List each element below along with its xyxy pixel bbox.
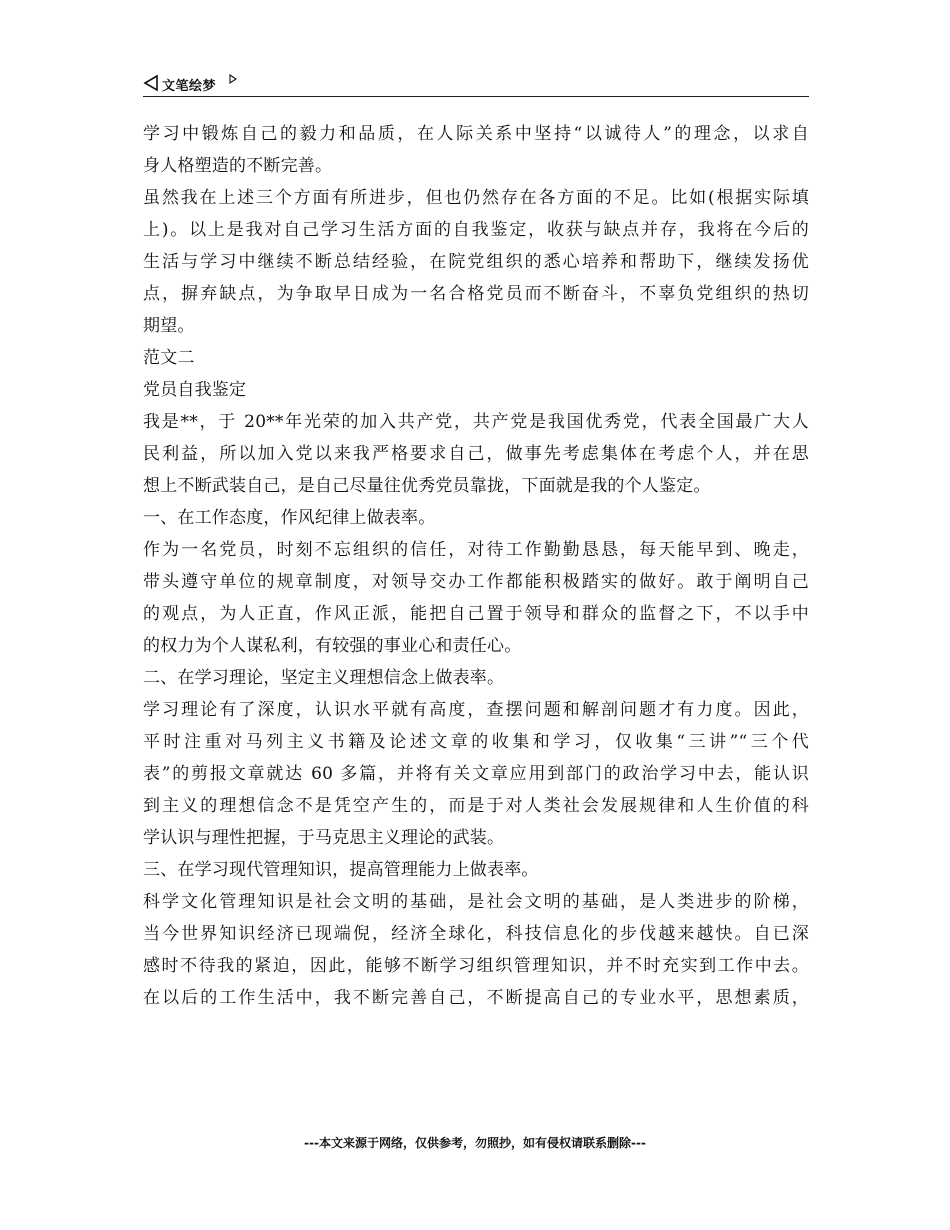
- right-triangle-icon: [229, 74, 237, 84]
- text-line: 想上不断武装自己，是自己尽量往优秀党员靠拢，下面就是我的个人鉴定。: [143, 476, 711, 496]
- text-line: 虽然我在上述三个方面有所进步，但也仍然存在各方面的不足。比如(根据实际填: [143, 188, 809, 208]
- text-line: 二、在学习理论，坚定主义理想信念上做表率。: [143, 668, 505, 688]
- text-line: 带头遵守单位的规章制度，对领导交办工作都能积极踏实的做好。敢于阐明自己: [143, 572, 809, 592]
- text-line: 上)。以上是我对自己学习生活方面的自我鉴定，收获与缺点并存，我将在今后的: [143, 220, 809, 240]
- text-line: 学认识与理性把握，于马克思主义理论的武装。: [143, 828, 505, 848]
- text-line: 在以后的工作生活中，我不断完善自己，不断提高自己的专业水平，思想素质，: [143, 988, 809, 1008]
- text-line: 平时注重对马列主义书籍及论述文章的收集和学习，仅收集“三讲”“三个代: [143, 732, 809, 752]
- header-title: 文笔绘梦: [162, 79, 217, 94]
- text-line: 我是**，于 20**年光荣的加入共产党，共产党是我国优秀党，代表全国最广大人: [143, 412, 809, 432]
- text-line: 生活与学习中继续不断总结经验，在院党组织的悉心培养和帮助下，继续发扬优: [143, 252, 809, 272]
- text-line: 期望。: [143, 316, 195, 336]
- text-line: 一、在工作态度，作风纪律上做表率。: [143, 508, 436, 528]
- text-line: 学习理论有了深度，认识水平就有高度，查摆问题和解剖问题才有力度。因此，: [143, 700, 809, 720]
- text-line: 党员自我鉴定: [143, 380, 247, 400]
- page-header: [143, 72, 809, 97]
- text-line: 科学文化管理知识是社会文明的基础，是社会文明的基础，是人类进步的阶梯，: [143, 892, 809, 912]
- text-line: 感时不待我的紧迫，因此，能够不断学习组织管理知识，并不时充实到工作中去。: [143, 956, 809, 976]
- text-line: 作为一名党员，时刻不忘组织的信任，对待工作勤勤恳恳，每天能早到、晚走，: [143, 540, 809, 560]
- document-body: [143, 118, 809, 1014]
- text-line: 的观点，为人正直，作风正派，能把自己置于领导和群众的监督之下，不以手中: [143, 604, 809, 624]
- text-line: 三、在学习现代管理知识，提高管理能力上做表率。: [143, 860, 539, 880]
- text-line: 到主义的理想信念不是凭空产生的，而是于对人类社会发展规律和人生价值的科: [143, 796, 809, 816]
- text-line: 的权力为个人谋私利，有较强的事业心和责任心。: [143, 636, 522, 656]
- text-line: 当今世界知识经济已现端倪，经济全球化，科技信息化的步伐越来越快。自已深: [143, 924, 809, 944]
- footer-disclaimer: ---本文来源于网络，仅供参考，勿照抄，如有侵权请联系删除---: [304, 1136, 646, 1150]
- text-line: 身人格塑造的不断完善。: [143, 156, 333, 176]
- text-line: 表”的剪报文章就达 60 多篇，并将有关文章应用到部门的政治学习中去，能认识: [143, 764, 809, 784]
- text-line: 民利益，所以加入党以来我严格要求自己，做事先考虑集体在考虑个人，并在思: [143, 444, 809, 464]
- left-triangle-icon: [143, 74, 159, 92]
- text-line: 点，摒弃缺点，为争取早日成为一名合格党员而不断奋斗，不辜负党组织的热切: [143, 284, 809, 304]
- text-line: 范文二: [143, 348, 195, 368]
- text-line: 学习中锻炼自己的毅力和品质，在人际关系中坚持“以诚待人”的理念，以求自: [143, 124, 809, 144]
